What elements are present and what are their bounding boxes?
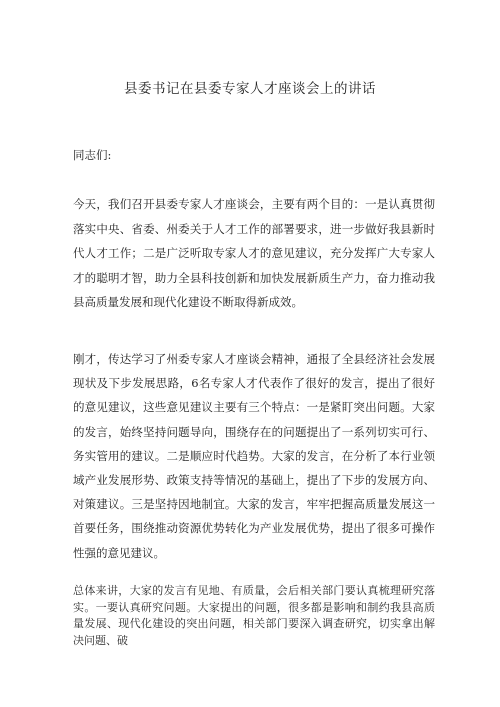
salutation: 同志们: [73, 148, 112, 162]
document-title: 县委书记在县委专家人才座谈会上的讲话 [124, 81, 376, 97]
paragraph-3: 总体来讲，大家的发言有见地、有质量，会后相关部门要认真梳理研究落实。一要认真研究问题。大家提出的问题，很多都是影响和制约我县高质量发展、现代化建设的突出问题，相关部门要深入调查研究，切实拿出解决问题、破 [73, 584, 435, 647]
paragraph-2: 刚才，传达学习了州委专家人才座谈会精神，通报了全县经济社会发展现状及下步发展思路，6名专家人才代表作了很好的发言，提出了很好的意见建议，这些意见建议主要有三个特点：一是紧盯突出问题。大家的发言，始终坚持问题导向，围绕存在的问题提出了一系列切实可行、务实管用的建议。二是顺应时代趋势。大家的发言，在分析了本行业领域产业发展形势、政策支持等情况的基础上，提出了下步的发展方向、对策建议。三是坚持因地制宜。大家的发言，牢牢把握高质量发展这一首要任务，围绕推动资源优势转化为产业发展优势，提出了很多可操作性强的意见建议。 [73, 352, 435, 560]
paragraph-1: 今天，我们召开县委专家人才座谈会，主要有两个目的：一是认真贯彻落实中央、省委、州委关于人才工作的部署要求，进一步做好我县新时代人才工作；二是广泛听取专家人才的意见建议，充分发挥广大专家人才的聪明才智，助力全县科技创新和加快发展新质生产力，奋力推动我县高质量发展和现代化建设不断取得新成效。 [73, 197, 435, 310]
